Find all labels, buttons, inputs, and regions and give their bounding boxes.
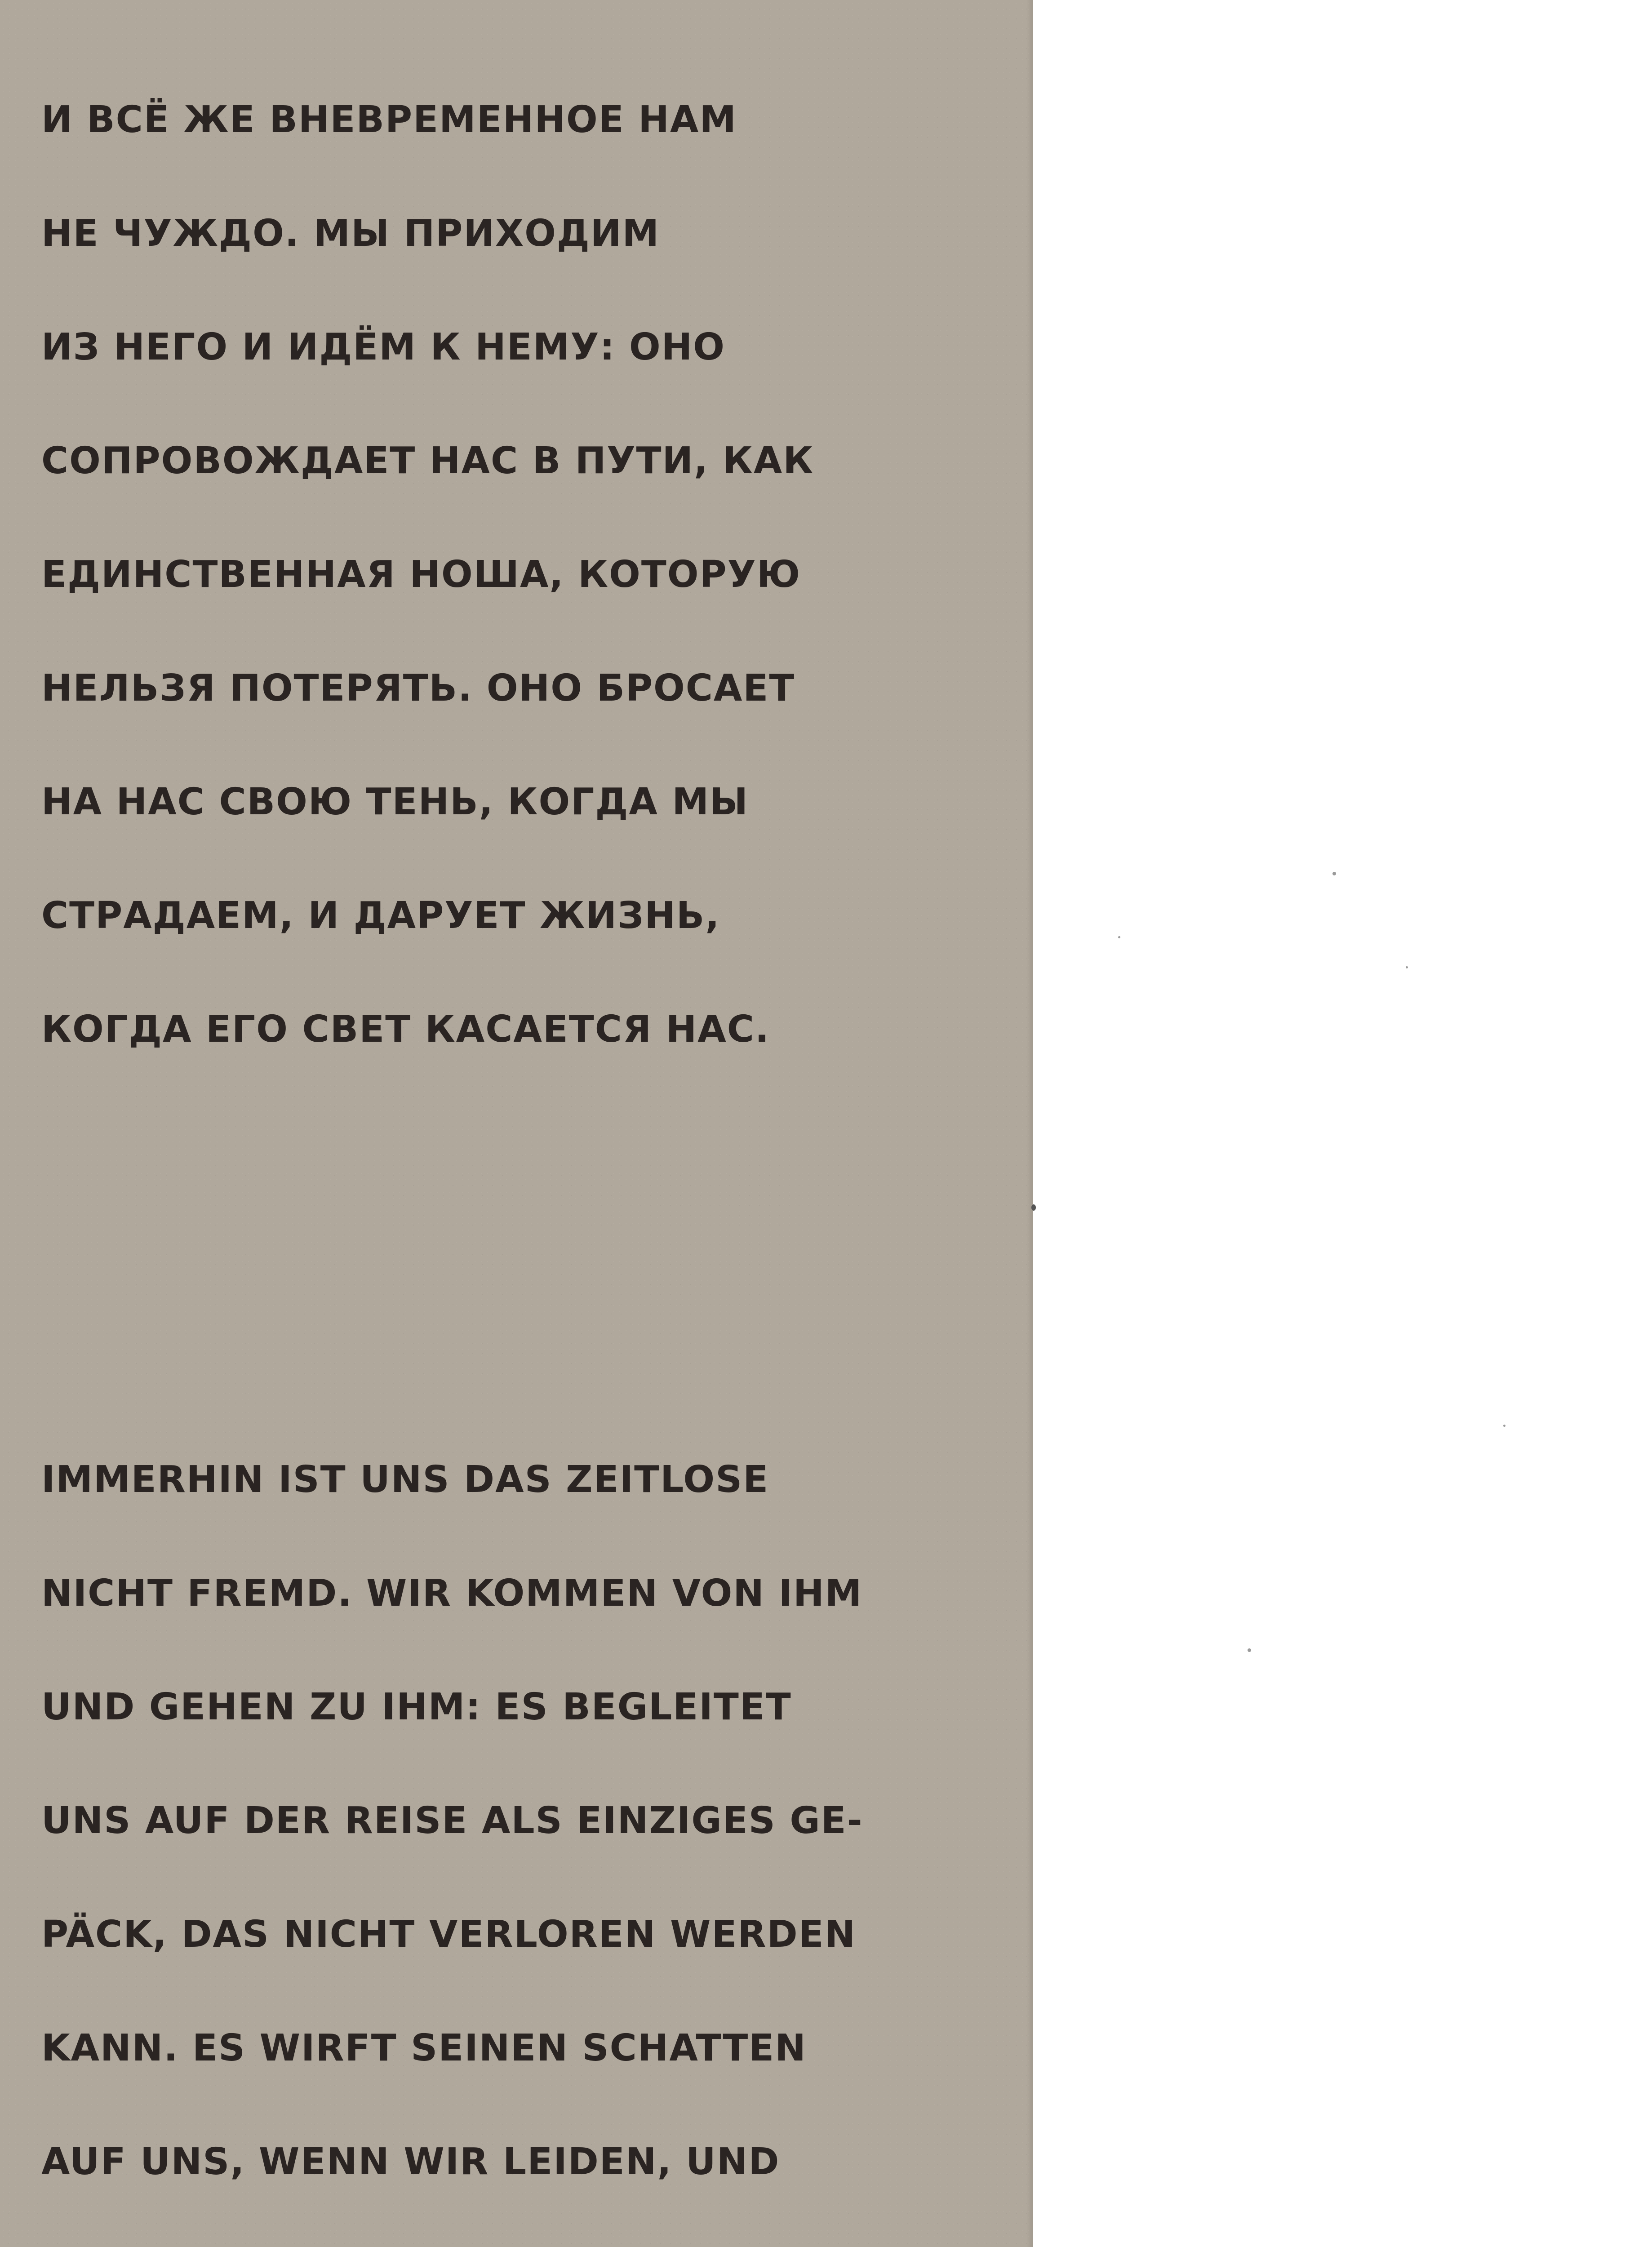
text-line: AUF UNS, WENN WIR LEIDEN, UND — [41, 2140, 780, 2183]
text-line: IMMERHIN IST UNS DAS ZEITLOSE — [41, 1458, 769, 1501]
text-line: UNS AUF DER REISE ALS EINZIGES GE- — [41, 1799, 863, 1842]
russian-text-block — [41, 95, 814, 1119]
dust-speck — [1248, 1648, 1251, 1652]
dust-speck — [1332, 872, 1336, 875]
text-line: ЕДИНСТВЕННАЯ НОША, КОТОРУЮ — [41, 553, 801, 596]
text-line: PÄCK, DAS NICHT VERLOREN WERDEN — [41, 1913, 857, 1956]
german-text-block — [41, 1455, 863, 2247]
text-line: KANN. ES WIRFT SEINEN SCHATTEN — [41, 2027, 807, 2069]
text-line: И ВСЁ ЖЕ ВНЕВРЕМЕННОЕ НАМ — [41, 98, 737, 141]
text-line: НЕЛЬЗЯ ПОТЕРЯТЬ. ОНО БРОСАЕТ — [41, 667, 795, 710]
dust-speck — [1118, 936, 1120, 938]
text-line: СОПРОВОЖДАЕТ НАС В ПУТИ, КАК — [41, 440, 814, 482]
dust-speck — [1503, 1425, 1505, 1427]
text-line: НА НАС СВОЮ ТЕНЬ, КОГДА МЫ — [41, 781, 749, 823]
text-line: НЕ ЧУЖДО. МЫ ПРИХОДИМ — [41, 212, 660, 255]
text-line: UND GEHEN ZU IHM: ES BEGLEITET — [41, 1686, 792, 1728]
dust-speck — [1406, 966, 1408, 968]
text-line: СТРАДАЕМ, И ДАРУЕТ ЖИЗНЬ, — [41, 894, 720, 937]
text-line: КОГДА ЕГО СВЕТ КАСАЕТСЯ НАС. — [41, 1008, 770, 1051]
text-line: ИЗ НЕГО И ИДЁМ К НЕМУ: ОНО — [41, 326, 725, 369]
text-line: NICHT FREMD. WIR KOMMEN VON IHM — [41, 1572, 863, 1615]
dust-speck — [1031, 1204, 1036, 1211]
